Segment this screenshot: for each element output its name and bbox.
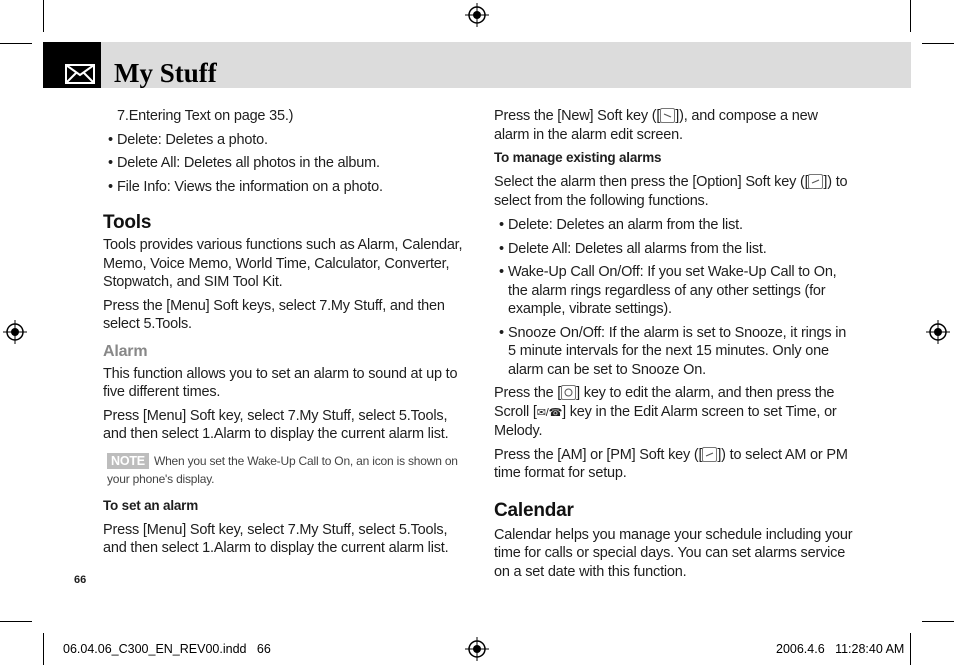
registration-mark-icon (3, 320, 27, 344)
text-part: ] key in the Edit Alarm screen to set Time, or Melody. (494, 403, 837, 439)
crop-mark (922, 621, 954, 622)
list-item: • File Info: Views the information on a photo. (103, 178, 463, 197)
text-part: Press the [ (494, 385, 562, 401)
page-title: My Stuff (114, 58, 217, 88)
alarm-heading: Alarm (103, 342, 148, 360)
footer-timestamp: 2006.4.6 11:28:40 AM (776, 642, 905, 656)
left-column (103, 107, 463, 558)
crop-mark (0, 621, 32, 622)
list-item: • Wake-Up Call On/Off: If you set Wake-Up Call to On, the alarm rings regardless of any other settings (for example, vibrate settings). (494, 263, 854, 319)
text-part: ]) to select AM or PM time format for setup. (494, 446, 848, 481)
text-part: ]) to select from the following functions. (494, 174, 848, 209)
alarm-description: This function allows you to set an alarm to sound at up to five different times. (103, 365, 458, 400)
calendar-description: Calendar helps you manage your schedule including your time for calls or special days. You can set alarms service on a set date with this function. (494, 526, 853, 580)
text-part: Press the [AM] or [PM] Soft key ([ (494, 446, 703, 463)
list-item: • Delete All: Deletes all alarms from the list. (494, 240, 854, 259)
new-alarm-text (494, 107, 854, 144)
crop-mark (0, 43, 32, 44)
tools-heading: Tools (103, 212, 152, 233)
crop-mark (910, 0, 911, 32)
note-text: When you set the Wake-Up Call to On, an icon is shown on your phone's display. (107, 453, 458, 486)
soft-key-right-icon (702, 447, 717, 462)
edit-alarm-text (494, 384, 854, 441)
crop-mark (43, 0, 44, 32)
tools-instructions: Press the [Menu] Soft keys, select 7.My Stuff, and then select 5.Tools. (103, 297, 445, 332)
registration-mark-icon (465, 3, 489, 27)
set-alarm-heading: To set an alarm (103, 497, 199, 513)
crop-mark (922, 43, 954, 44)
registration-mark-icon (926, 320, 950, 344)
envelope-icon (65, 64, 95, 84)
tools-description: Tools provides various functions such as Alarm, Calendar, Memo, Voice Memo, World Time, Calculator, Converter, Stopwatch, and SIM Tool Kit. (103, 237, 463, 290)
scroll-key-icon: ✉/☎ (536, 406, 563, 419)
option-text (494, 173, 854, 210)
note-label: NOTE (107, 453, 149, 469)
text-part: ]), and compose a new alarm in the alarm edit screen. (494, 108, 818, 143)
list-item: • Delete: Deletes a photo. (103, 131, 463, 150)
crop-mark (910, 633, 911, 665)
registration-mark-icon (465, 637, 489, 661)
note-box (103, 452, 463, 489)
calendar-heading: Calendar (494, 499, 574, 521)
list-item: • Delete All: Deletes all photos in the album. (103, 154, 463, 173)
soft-key-right-icon (808, 174, 823, 189)
section-header (43, 42, 911, 88)
set-alarm-instructions: Press [Menu] Soft key, select 7.My Stuff, select 5.Tools, and then select 1.Alarm to display the current alarm list. (103, 521, 449, 556)
crop-mark (43, 633, 44, 665)
continued-text: 7.Entering Text on page 35.) (117, 108, 294, 124)
ampm-text (494, 446, 854, 483)
page-number: 66 (74, 574, 87, 586)
soft-key-left-icon (660, 108, 675, 123)
manage-alarms-heading: To manage existing alarms (494, 150, 662, 165)
alarm-instructions: Press [Menu] Soft key, select 7.My Stuff, select 5.Tools, and then select 1.Alarm to display the current alarm list. (103, 407, 449, 442)
ok-key-icon (561, 385, 576, 400)
text-part: Select the alarm then press the [Option] Soft key ([ (494, 174, 809, 190)
text-part: ] key to edit the alarm, and then press the Scroll [ (494, 385, 835, 420)
list-item: • Delete: Deletes an alarm from the list. (494, 216, 854, 235)
text-part: Press the [New] Soft key ([ (494, 108, 661, 124)
right-column (494, 107, 854, 581)
list-item: • Snooze On/Off: If the alarm is set to Snooze, it rings in 5 minute intervals for the next 15 minutes. Only one alarm can be set to Snooze On. (494, 324, 854, 380)
footer-file-info: 06.04.06_C300_EN_REV00.indd 66 (63, 642, 271, 656)
header-icon-box (43, 42, 101, 88)
